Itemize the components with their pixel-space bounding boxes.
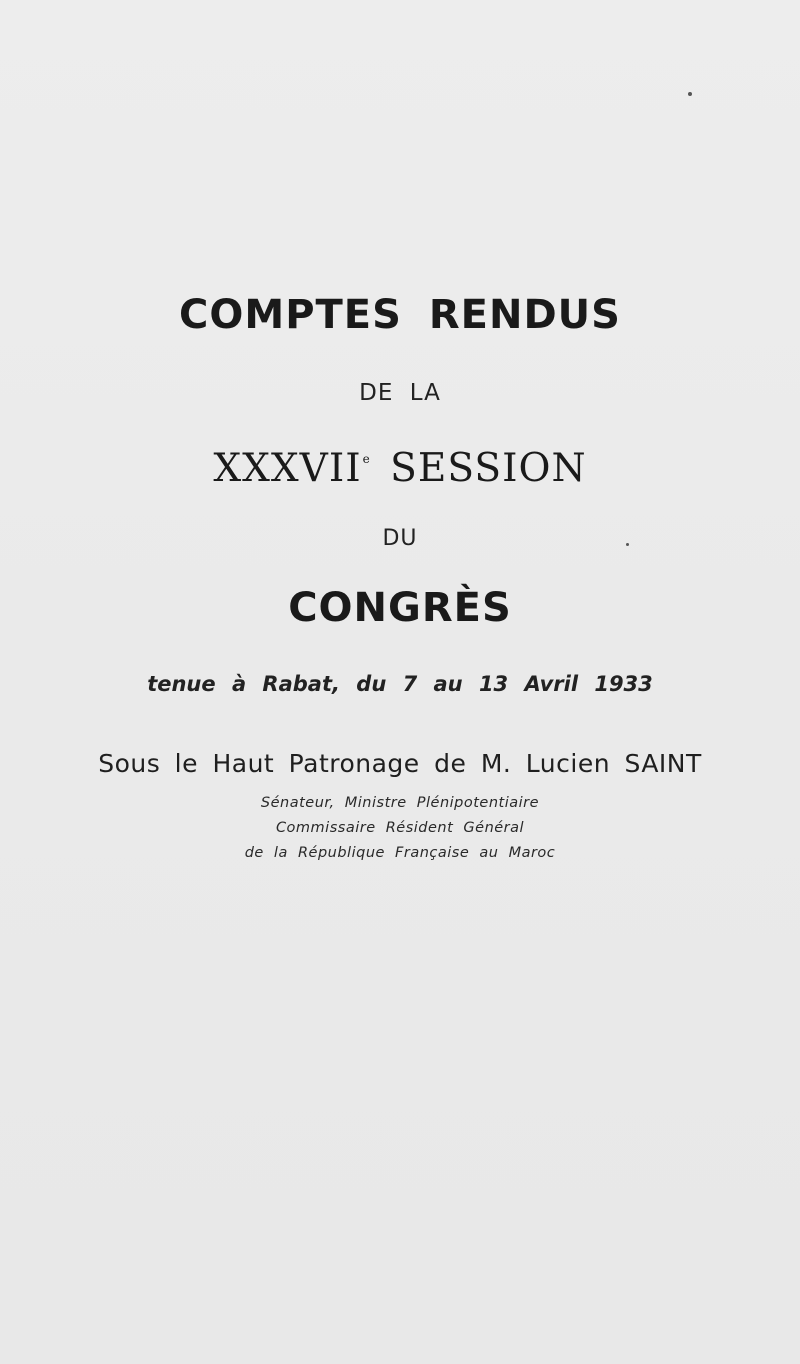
session-number: XXXVII: [213, 446, 362, 491]
session-line: [0, 446, 800, 491]
patron-title-line-2: Commissaire Résident Général: [275, 820, 525, 836]
de-la-line: DE LA: [359, 380, 441, 406]
patron-title-line-3: de la République Française au Maroc: [244, 845, 556, 861]
patronage-line: Sous le Haut Patronage de M. Lucien SAINT: [98, 749, 702, 778]
patron-title-line-1: Sénateur, Ministre Plénipotentiaire: [260, 795, 540, 811]
document-title: COMPTES RENDUS: [179, 292, 621, 338]
du-line: DU: [382, 526, 418, 551]
scan-speck: [626, 543, 629, 546]
session-word: SESSION: [390, 446, 587, 491]
event-dates: tenue à Rabat, du 7 au 13 Avril 1933: [147, 672, 653, 696]
scan-speck: [688, 92, 692, 96]
congres-heading: CONGRÈS: [288, 585, 512, 631]
session-suffix: e: [362, 452, 371, 466]
